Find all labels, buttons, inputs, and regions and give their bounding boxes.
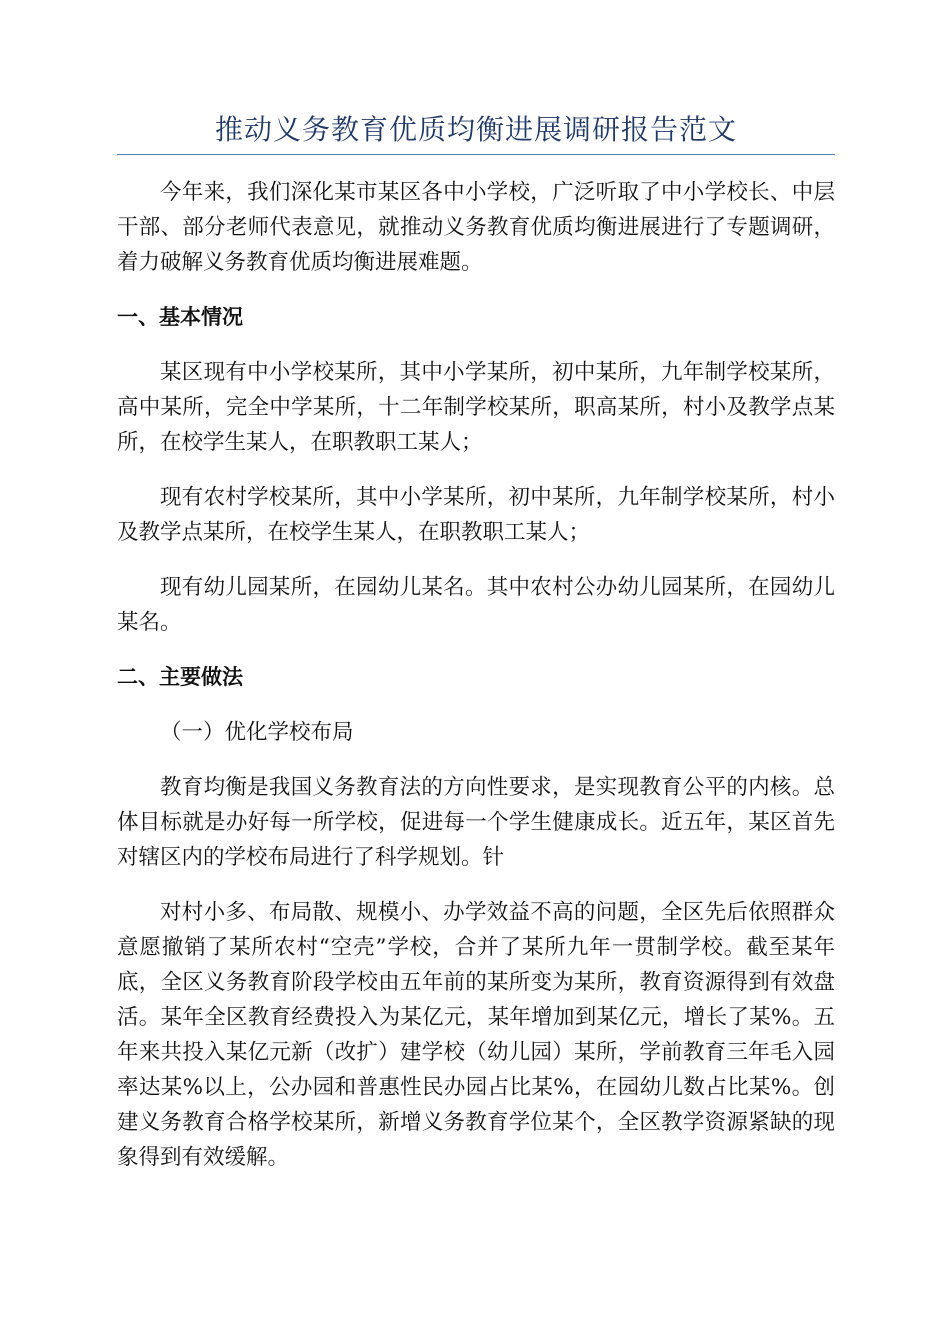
body-paragraph: 现有幼儿园某所，在园幼儿某名。其中农村公办幼儿园某所，在园幼儿某名。: [117, 575, 835, 635]
document-page: [117, 108, 835, 1175]
body-paragraph: 对村小多、布局散、规模小、办学效益不高的问题，全区先后依照群众意愿撤销了某所农村“空壳”学校，合并了某所九年一贯制学校。截至某年底，全区义务教育阶段学校由五年前的某所变为某所，教育资源得到有效盘活。某年全区教育经费投入为某亿元，某年增加到某亿元，增长了某%。五年来共投入某亿元新（改扩）建学校（幼儿园）某所，学前教育三年毛入园率达某%以上，公办园和普惠性民办园占比某%，在园幼儿数占比某%。创建义务教育合格学校某所，新增义务教育学位某个，全区教学资源紧缺的现象得到有效缓解。: [117, 900, 835, 1170]
document-title: 推动义务教育优质均衡进展调研报告范文: [117, 108, 835, 155]
subsection-heading-optimize-layout: （一）优化学校布局: [160, 720, 354, 745]
section-heading-basic-situation: 一、基本情况: [117, 305, 243, 329]
body-paragraph: 某区现有中小学校某所，其中小学某所，初中某所，九年制学校某所，高中某所，完全中学某所，十二年制学校某所，职高某所，村小及教学点某所，在校学生某人，在职教职工某人；: [117, 360, 835, 455]
body-paragraph: 现有农村学校某所，其中小学某所，初中某所，九年制学校某所，村小及教学点某所，在校学生某人，在职教职工某人；: [117, 485, 835, 545]
section-heading-main-practices: 二、主要做法: [117, 665, 243, 689]
body-paragraph: 教育均衡是我国义务教育法的方向性要求，是实现教育公平的内核。总体目标就是办好每一所学校，促进每一个学生健康成长。近五年，某区首先对辖区内的学校布局进行了科学规划。针: [117, 775, 835, 870]
intro-paragraph: 今年来，我们深化某市某区各中小学校，广泛听取了中小学校长、中层干部、部分老师代表意见，就推动义务教育优质均衡进展进行了专题调研，着力破解义务教育优质均衡进展难题。: [117, 180, 835, 275]
